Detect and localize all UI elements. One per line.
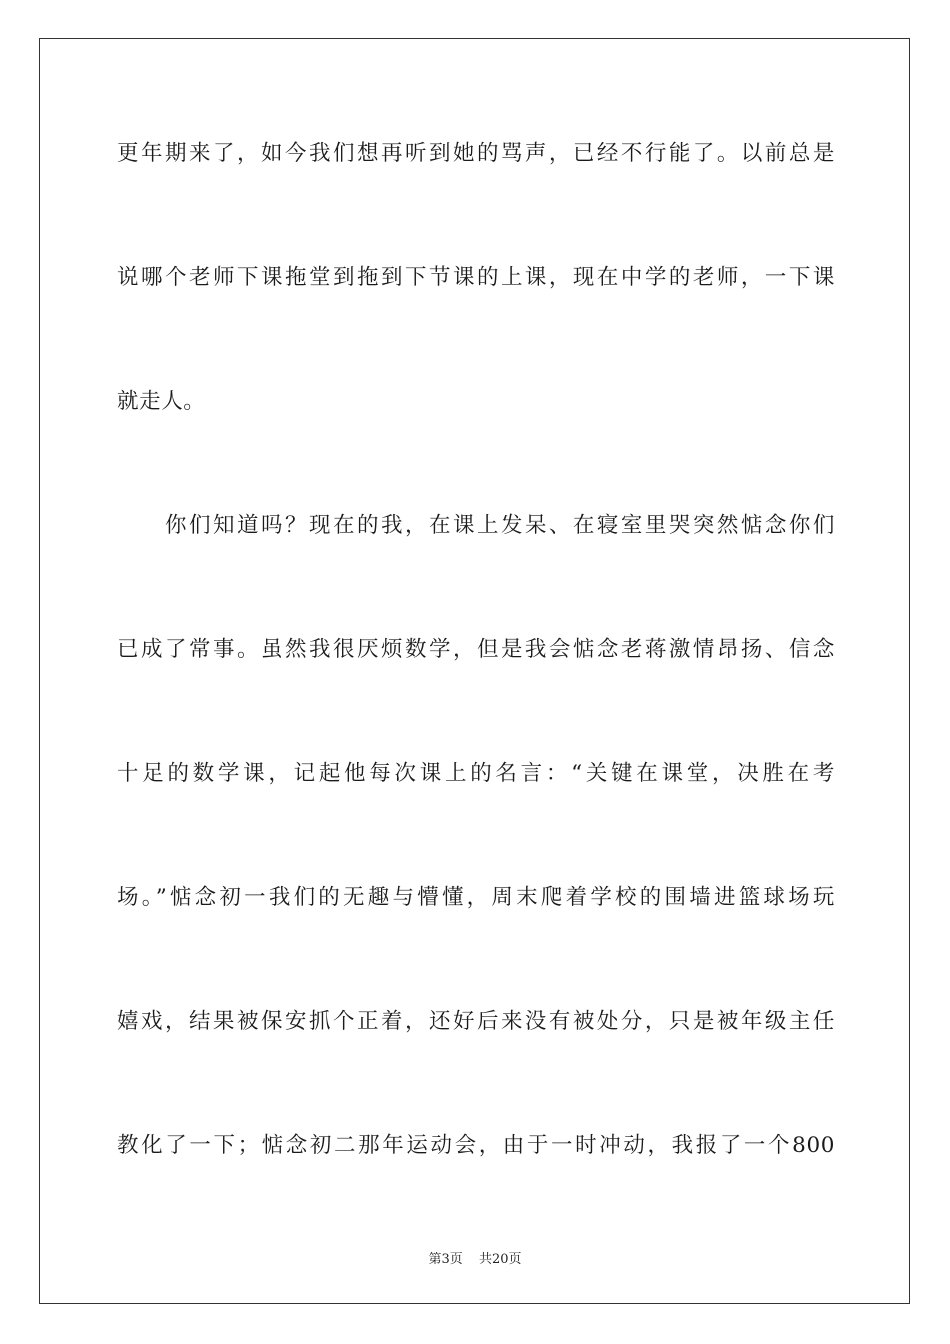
page-border [39, 38, 910, 1304]
page-footer [0, 1248, 950, 1267]
text-line-4: 你们知道吗？现在的我，在课上发呆、在寝室里哭突然惦念你们 [165, 513, 835, 538]
text-line-7: 场。”惦念初一我们的无趣与懵懂，周末爬着学校的围墙进篮球场玩 [117, 885, 835, 910]
text-line-6: 十足的数学课，记起他每次课上的名言：“关键在课堂，决胜在考 [117, 761, 835, 786]
text-line-3: 就走人。 [117, 389, 206, 414]
page-total: 共20页 [478, 1252, 522, 1267]
text-line-5: 已成了常事。虽然我很厌烦数学，但是我会惦念老蒋激情昂扬、信念 [117, 637, 835, 662]
text-line-9: 教化了一下；惦念初二那年运动会，由于一时冲动，我报了一个800 [117, 1133, 835, 1158]
text-line-8: 嬉戏，结果被保安抓个正着，还好后来没有被处分，只是被年级主任 [117, 1009, 835, 1034]
text-line-2: 说哪个老师下课拖堂到拖到下节课的上课，现在中学的老师，一下课 [117, 265, 835, 290]
text-line-1: 更年期来了，如今我们想再听到她的骂声，已经不行能了。以前总是 [117, 141, 835, 166]
page-number: 第3页 [428, 1252, 463, 1267]
